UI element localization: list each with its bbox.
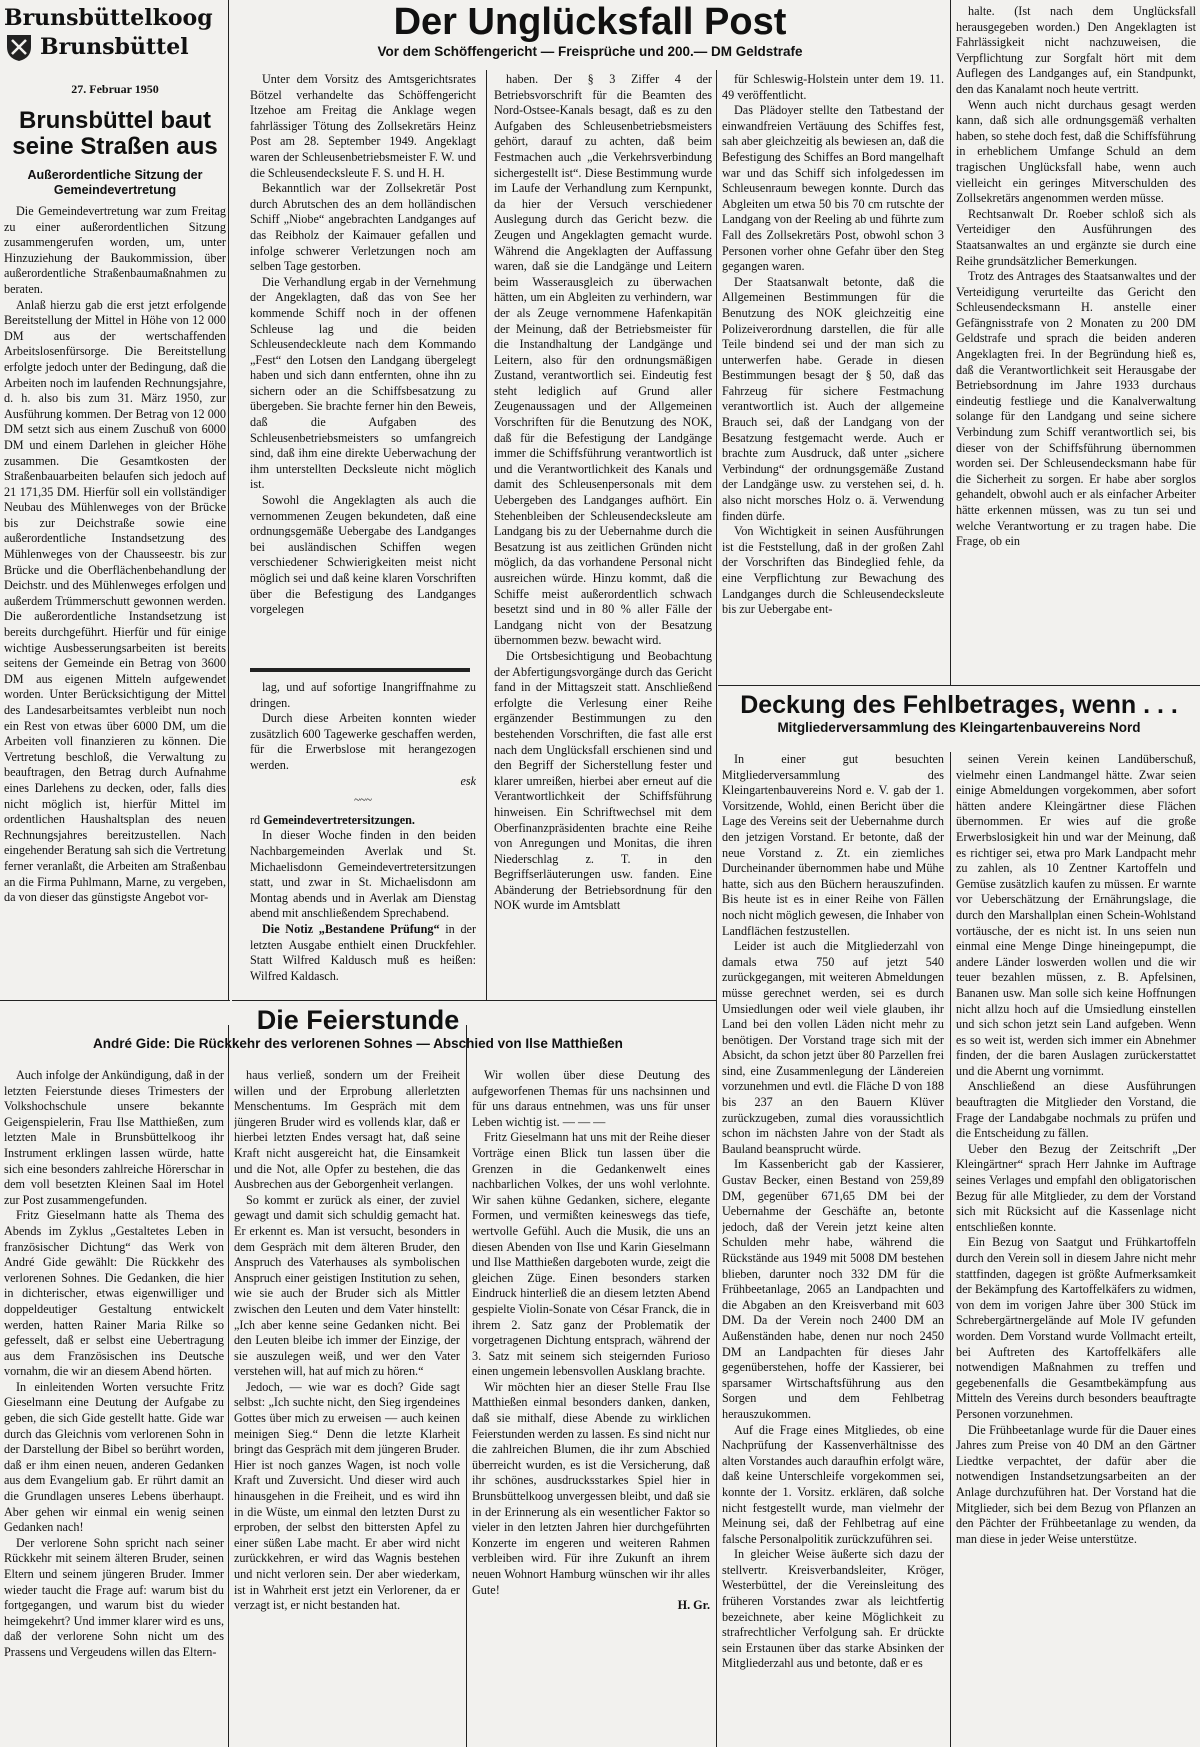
paragraph: Sowohl die Angeklagten als auch die vernommenen Zeugen bekundeten, daß eine ordnungsgemäße Uebergabe des Landganges bei ausländischen Schiffen wegen verschiedener Schwierigkeiten meist nicht möglich sei und daß keine klaren Vorschriften über die Befestigung des Landganges vorgelegen — [250, 493, 476, 617]
headline: Die Feierstunde — [256, 1005, 460, 1035]
paragraph: In gleicher Weise äußerte sich dazu der stellvertr. Kreisverbandsleiter, Kröger, Westerbüttel, der die Vereinsleitung des früheren Vorstandes zwar als leichtfertig bezeichnete, aber keine Möglichkeit zu strafrechtlicher Verfolgung sah. Er drückte sein Erstaunen über das starke Absinken der Mitgliederzahl aus und betonte, daß er es — [722, 1547, 944, 1671]
paragraph: Im Kassenbericht gab der Kassierer, Gustav Becker, einen Bestand von 259,89 DM, gegenüber 671,65 DM bei der Uebernahme der Geschäfte an, betonte jedoch, daß der Verein jetzt keine alten Schulden mehr habe, während die Rückstände aus 1949 mit 5008 DM bestehen blieben, darunter noch 332 DM für die Frühbeetanlage, 2065 an Landpachten und die Abgaben an den Kreisverband mit 603 DM. Da der Verein noch 2400 DM an Außenständen habe, denen nur noch 2450 DM an Landpachten für dieses Jahr gegenüberstehen, hoffe der Kassierer, bei sparsamer Wirtschaftsführung aus den Sorgen und dem Fehlbetrag herauszukommen. — [722, 1157, 944, 1421]
feier-column-2 — [234, 1068, 460, 1745]
section-rule — [232, 1000, 716, 1001]
column-rule — [228, 1025, 229, 1747]
post-column-3 — [722, 72, 944, 682]
paragraph: Durch diese Arbeiten konnten wieder zusätzlich 600 Tagewerke geschaffen werden, für die Erwerbslose mit herangezogen werden. — [250, 711, 476, 772]
paragraph: Fritz Gieselmann hat uns mit der Reihe dieser Vorträge einen Blick tun lassen über die Grenzen in die Gedankenwelt eines nachbarlichen Volkes, der uns wohl verlohnte. Wir sahen kühne Gedanken, sichere, elegante Formen, und vermißten keineswegs das tiefe, wertvolle Gefühl. Auch die Musik, die uns an diesen Abenden von Ilse und Karin Gieselmann und Ilse Matthießen dargeboten wurde, zeigt die gleichen Züge. Einen besonders starken Eindruck hinterließ die an diesem letzten Abend gespielte Violin-Sonate von César Franck, die in ihrem 2. Satz ganz der Problematik der vorgetragenen Dichtung entsprach, während der 3. Satz mit seinem sich steigernden Furioso einen ungemein lebensvollen Ausklang brachte. — [472, 1130, 710, 1379]
paragraph: halte. (Ist nach dem Unglücksfall herausgegeben worden.) Den Angeklagten ist Fahrlässigkeit nicht nachzuweisen, die Verpflichtung zur Sorgfalt hört mit dem Auflegen des Landganges auf, ein Standpunkt, den das Kanalamt noch heute vertritt. — [956, 4, 1196, 96]
separator-bar — [250, 668, 470, 672]
column-rule — [228, 0, 229, 1000]
masthead-town-2: Brunsbüttel — [40, 34, 189, 60]
paragraph: für Schleswig-Holstein unter dem 19. 11. 49 veröffentlicht. — [722, 72, 944, 102]
paragraph: Wir möchten hier an dieser Stelle Frau Ilse Matthießen einmal besonders danken, danken, daß sie mithalf, diese Abende zu wirklichen Feierstunden werden zu lassen. Es sind nicht nur die zahlreichen Blumen, die ihr zum Abschied überreicht wurden, es ist die Versicherung, daß ihr schönes, ausdrucksstarkes Spiel hier in Brunsbüttelkoog unvergessen bleibt, und daß sie in der Erinnerung als ein wesentlicher Faktor so vieler in den letzten Jahren hier durchgeführten Konzerte im engeren und weiteren Rahmen verbleiben wird. Für ihre Zukunft an ihrem neuen Wohnort Hamburg wünschen wir ihr alles Gute! — [472, 1379, 710, 1597]
column-rule — [716, 70, 717, 1747]
paragraph: Ein Bezug von Saatgut und Frühkartoffeln durch den Verein soll in diesem Jahre nicht mehr stattfinden, dagegen ist größte Aufmerksamkeit der Bekämpfung des Kartoffelkäfers zu widmen, von dem im vorigen Jahre über 300 Stück im Schrebergärtnergelände auf Mole IV gefunden worden. Dem Vorstand wurde Vollmacht erteilt, bei Auftreten des Kartoffelkäfers alle notwendigen Maßnahmen zu treffen und gegebenenfalls die Gesamtbekämpfung aus Mitteln des Vereins durch besonders beauftragte Personen vorzunehmen. — [956, 1235, 1196, 1421]
paragraph: Wir wollen über diese Deutung des aufgeworfenen Themas für uns nachsinnen und für uns daraus entnehmen, was uns für unser Leben wichtig ist. — — — — [472, 1068, 710, 1129]
author-sig: esk — [460, 773, 476, 788]
issue-date: 27. Februar 1950 — [71, 82, 159, 96]
paragraph: Die Frühbeetanlage wurde für die Dauer eines Jahres zum Preise von 40 DM an den Gärtner Liedtke verpachtet, der dafür aber die notwendigen Instandsetzungsarbeiten an der Anlage durchzuführen hat. Der Vorstand hat die Mitglieder, sich bei dem Bezug von Pflanzen an den Pächter der Frühbeetanlage zu wenden, da man diese in jeder Weise unterstütze. — [956, 1422, 1196, 1546]
deckung-header — [720, 690, 1198, 750]
paragraph: haben. Der § 3 Ziffer 4 der Betriebsvorschrift für die Beamten des Nord-Ostsee-Kanals besagt, daß es zu den Aufgaben des Schleusenbetriebsmeisters gehört, darauf zu achten, daß beim Festmachen auch „die Verkehrsverbindung sichergestellt ist“. Diese Bestimmung wurde im Laufe der Verhandlung zum Kernpunkt, da hier der Versuch verschiedener Auslegung durch das Gericht bezw. die Zeugen und Angeklagten gemacht wurde. Während die Angeklagten der Auffassung waren, daß sie die Landgänge und Leitern beim Wasserausgleich zu überwachen hätten, um ein Abgleiten zu verhindern, war der als Zeuge vernommene Hafenkapitän der Meinung, daß der Betriebsmeister für die Instandhaltung der Landgänge und Leitern, also für den ordnungsmäßigen Zustand, verantwortlich sei. Eindeutig fest steht lediglich auf Grund aller Zeugenaussagen und der Allgemeinen Vorschriften für die Benutzung des NOK, daß für die Befestigung der Landgänge immer die Schiffsführung verantwortlich ist und die Verantwortlichkeit des Kanals und damit des Schleusenpersonals mit dem Uebergeben des Landganges aufhört. Ein Stehenbleiben der Schleusendecksleute am Landgang bis zu der Uebernahme durch die Besatzung ist aus zeitlichen Gründen nicht möglich, da das vorhandene Personal nicht ausreichen würde. Hinzu kommt, daß die Schiffe meist außerordentlich schwach besetzt sind und in 80 % aller Fälle der Landgang nicht von der Besatzung übernommen bezw. bewacht wird. — [494, 72, 712, 648]
author-sig: H. Gr. — [677, 1598, 710, 1613]
paragraph: Wenn auch nicht durchaus gesagt werden kann, daß sich alle ordnungsgemäß verhalten haben, so stehe doch fest, daß die Schiffsführung in erheblichem Umfange Schuld an dem tragischen Unglücksfall habe, wenn auch vielleicht ein geringes Mitverschulden des Zollsekretärs angenommen werden müsse. — [956, 97, 1196, 206]
paragraph: lag, und auf sofortige Inangriffnahme zu dringen. — [250, 680, 476, 710]
post-header — [232, 0, 948, 68]
subhead: Vor dem Schöffengericht — Freisprüche und 200.— DM Geldstrafe — [377, 44, 803, 59]
subhead: André Gide: Die Rückkehr des verlorenen Sohnes — Abschied von Ilse Matthießen — [93, 1036, 623, 1051]
column-rule — [466, 1025, 467, 1747]
town-crest-icon — [4, 32, 34, 62]
headline: Der Unglücksfall Post — [393, 1, 787, 43]
paragraph: Anlaß hierzu gab die erst jetzt erfolgende Bereitstellung der Mittel in Höhe von 12 000 DM aus der wertschaffenden Arbeitslosenfürsorge. Die Bereitstellung erfolgte jedoch unter der Bedingung, daß die Arbeiten noch im laufenden Rechnungsjahre, d. h. also bis zum 31. März 1950, zur Ausführung kommen. Der Betrag von 12 000 DM setzt sich aus einem Zuschuß von 6000 DM und einem Darlehen in gleicher Höhe zusammen. Die Gesamtkosten der Straßenbauarbeiten belaufen sich jedoch auf 21 171,35 DM. Hierfür soll ein vollständiger Neubau des Mühlenweges von der Brücke bis zur Deichstraße sowie eine außerordentliche Instandsetzung des Mühlenweges von der Chausseestr. bis zur Brücke und die Oberflächenbehandlung der Deichstr. und des Mühlenweges erfolgen und außerdem Trümmerschutt gewonnen werden. Die außerordentliche Instandsetzung ist bereits durchgeführt. Hierfür und für einige wichtige Ausbesserungsarbeiten ist bereits seitens der Gemeinde ein Betrag von 3600 DM aus eigenen Mitteln aufgewendet worden. Unter Berücksichtigung der Mittel des Landesarbeitsamtes verbleibt nun noch ein Rest von etwas über 6000 DM, um die Arbeiten voll finanzieren zu können. Die Vertretung beschloß, die Verwaltung zu beauftragen, den Betrag durch Aufnahme eines Darlehens zu decken, oder, falls dies nicht möglich ist, hierfür Mittel im ordentlichen Haushaltsplan des neuen Rechnungsjahres bereitzustellen. Nach eingehender Beratung sah sich die Vertretung ferner veranlaßt, die Arbeiten am Straßenbau an die Firma Puhlmann, Marne, zu vergeben, da von dieser das günstigste Angebot vor- — [4, 297, 226, 905]
paragraph: Die Gemeindevertretung war zum Freitag zu einer außerordentlichen Sitzung zusammengerufen worden, um, unter Hinzuziehung der Baukommission, über außerordentliche Straßenbaumaßnahmen zu beraten. — [4, 204, 226, 296]
section-rule — [0, 1000, 230, 1001]
post-column-1 — [250, 72, 476, 666]
feier-column-3 — [472, 1068, 710, 1745]
paragraph: Rechtsanwalt Dr. Roeber schloß sich als Verteidiger den Ausführungen des Staatsanwaltes an und ergänzte sie durch eine Reihe grundsätzlicher Bemerkungen. — [956, 206, 1196, 268]
column-rule — [950, 0, 951, 685]
deckung-column-2 — [956, 752, 1196, 1744]
paragraph: Auch infolge der Ankündigung, daß in der letzten Feierstunde dieses Trimesters der Volkshochschule unsere bekannte Geigenspielerin, Frau Ilse Matthießen, zum letzten Male in Brunsbüttelkoog ihr Instrument erklingen lassen würde, hatte sich eine besonders zahlreiche Hörerschar in dem voll besetzten Kleinen Saal im Hotel zur Post zusammengefunden. — [4, 1068, 224, 1207]
feier-column-1 — [4, 1068, 224, 1745]
paragraph: Bekanntlich war der Zollsekretär Post durch Abrutschen des an dem holländischen Schiff „Niobe“ angebrachten Landganges auf das Reibholz der Kaimauer gefallen und infolge schwerer Verletzungen noch am selben Tage gestorben. — [250, 181, 476, 274]
paragraph: Der Staatsanwalt betonte, daß die Allgemeinen Bestimmungen für die Benutzung des NOK gleichzeitig eine Polizeiverordnung darstellen, die für alle Teile bindend sei und der man sich zu unterwerfen habe. Gerade in diesen Bestimmungen besagt der § 50, daß das Fahrzeug für sichere Festmachung verantwortlich ist. Auch der allgemeine Brauch sei, daß der Landgang von der Besatzung festgemacht werde. Auch er brachte zum Ausdruck, daß unter „sichere Verbindung“ der ordnungsgemäße Zustand der Landgänge usw. zu verstehen sei, d. h. also nicht morsches Holz o. ä. Verwendung finden dürfe. — [722, 274, 944, 523]
paragraph: Die Ortsbesichtigung und Beobachtung der Abfertigungsvorgänge durch das Gericht fand in der Mittagszeit statt. Anschließend erfolgte die Verlesung einer Reihe ergänzender Bestimmungen zu den bestehenden Vorschriften, die fast alle erst nach dem Unglücksfall erschienen sind und den Begriff der Sicherstellung fester und klarer umreißen, hierbei aber erneut auf die Verantwortlichkeit der Schiffsführung hinweisen. Ein Schriftwechsel mit dem Oberfinanzpräsidenten brachte eine Reihe von Anregungen und Monitas, die ihren Niederschlag z. T. in den Begriffserläuterungen usw. fanden. Eine Abänderung der Betriebsordnung für den NOK wurde im Amtsblatt — [494, 648, 712, 913]
paragraph: Das Plädoyer stellte den Tatbestand der einwandfreien Vertäuung des Schiffes fest, sah aber gleichzeitig als bewiesen an, daß die Befestigung des Schiffes an Bord mangelhaft war und das Schiff sich infolgedessen im Schleusenraum bewegen konnte. Durch das Abgleiten um etwa 50 bis 70 cm rutschte der Landgang von der Reeling ab und führte zum Fall des Zollsekretärs Post, obwohl schon 3 Personen vorher ohne Gefahr über den Steg gegangen waren. — [722, 103, 944, 274]
paragraph: Die Verhandlung ergab in der Vernehmung der Angeklagten, daß das von See her kommende Schiff noch in der offenen Schleuse lag und die beiden Schleusendeckleute nach dem Kommando „Fest“ den Lotsen den Landgang übergelegt haben und sich dann entfernten, ohne ihn zu sichern oder an die Schiffsbesatzung zu übergeben. Sie brachte ferner hin den Beweis, daß die Aufgaben des Schleusenbetriebsmeisters so umfangreich sind, daß ihm eine direkte Ueberwachung der ihm unterstellten Decksleute nicht möglich ist. — [250, 274, 476, 492]
paragraph: In dieser Woche finden in den beiden Nachbargemeinden Averlak und St. Michaelisdonn Gemeindevertretersitzungen statt, und zwar in St. Michaelisdonn am Montag abends und in Averlak am Dienstag abend mit anschließendem Sprechabend. — [250, 828, 476, 921]
paragraph: Fritz Gieselmann hatte als Thema des Abends im Zyklus „Gestaltetes Leben in französischer Dichtung“ das Werk von André Gide gewählt: Die Rückkehr des verlorenen Sohnes. Die Gedanken, die hier in dichterischer, etwas eigenwilliger und doppeldeutiger Gestaltung entwickelt werden, hatten Rainer Maria Rilke so gefesselt, daß er selbst eine Uebertragung aus dem Französischen ins Deutsche vornahm, die wir an diesem Abend hörten. — [4, 1208, 224, 1379]
paragraph: In einleitenden Worten versuchte Fritz Gieselmann eine Deutung der Aufgabe zu geben, die sich Gide gestellt hatte. Gide war durch das Gleichnis vom verlorenen Sohn in der Darstellung der Bibel so berührt worden, daß er ihm einen neuen, anderen Gedanken aus dem Evangelium gab. Er rührt damit an die Grundlagen unseres Lebens überhaupt. Aber gehen wir einmal ein wenig seinen Gedanken nach! — [4, 1379, 224, 1535]
masthead — [4, 4, 226, 104]
post-column-4 — [956, 4, 1196, 682]
paragraph: seinen Verein keinen Landüberschuß, vielmehr einen Landmangel hätte. Zwar seien einige Abmeldungen vorgekommen, aber sofort hätten andere Kleingärtner diese Flächen übernommen. Er wies auf die große Erwerbslosigkeit hin und war der Meinung, daß es richtiger sei, etwa pro Mark Landpacht mehr zu zahlen, als 10 Zentner Kartoffeln und Gemüse zusätzlich kaufen zu müssen. Er warnte vor Ueberschätzung der Ernährungslage, die durch den Marshallplan einen Schein-Wohlstand vortäusche, der es nicht ist. In uns seien nun einmal eine Menge Dinge hineingepumpt, die andere Länder loswerden wollen und die wir teuer bezahlen müssen, z. B. Apfelsinen, Bananen usw. Man solle sich keine Hoffnungen nicht allzu hoch auf die Umsiedlung einstellen und sich schon jetzt sein Land aufgeben. Wenn es so weit ist, werden sich immer ein Abnehmer finden, der die baren Auslagen zurückerstattet und die Abernt ung vornimmt. — [956, 752, 1196, 1078]
paragraph: Der verlorene Sohn spricht nach seiner Rückkehr mit seinem älteren Bruder, seinen Eltern und seinem jüngeren Bruder. Immer wieder taucht die Frage auf: warum bist du fortgegangen, und warum bist du wieder heimgekehrt? Und immer klarer wird es uns, daß der verlorene Sohn nicht um des Prassens und Vergeudens willen das Eltern- — [4, 1535, 224, 1659]
notice-text: in der letzten Ausgabe enthielt einen Druckfehler. Statt Wilfred Kaldusch muß es heißen: Wilfred Kaldasch. — [250, 921, 476, 983]
paragraph: Jedoch, — wie war es doch? Gide sagt selbst: „Ich suchte nicht, den Sieg irgendeines Gottes über mich zu erweisen — auch keinen meinigen Sieg.“ Denn die letzte Klarheit bringt das Gespräch mit dem jüngeren Bruder. Hier ist noch ganzes Wagen, ist noch volle Kraft und Zuversicht. Und dieser wird auch hinausgehen in die Freiheit, und es wird ihn in die Wüste, um einmal den letzten Durst zu erproben, der selbst den bittersten Apfel zu einer süßen Labe macht. Er aber wird nicht zurückkehren, er wird das Wagnis bestehen und nicht verloren sein. Der aber wiederkam, ist in Wahrheit erst jetzt ein Verlorener, da er verzagt ist, er nicht bestanden hat. — [234, 1379, 460, 1613]
headline: Brunsbüttel baut seine Straßen aus — [12, 108, 218, 160]
paragraph: Ueber den Bezug der Zeitschrift „Der Kleingärtner“ sprach Herr Jahnke im Auftrage seines Verlages und empfahl den obligatorischen Bezug für alle Mitglieder, zu dem der Vorstand sich mit Rücksicht auf die Kassenlage nicht entschließen konnte. — [956, 1141, 1196, 1234]
paragraph: Auf die Frage eines Mitgliedes, ob eine Nachprüfung der Kassenverhältnisse des alten Vorstandes auch daraufhin erfolgt wäre, daß keine Unterschleife vorgekommen sei, konnte der 1. Vorsitz. erklären, daß solche nicht festgestellt wurde, man vielmehr der Meinung sei, daß der Fehlbetrag auf eine falsche Personalpolitik zurückzuführen sei. — [722, 1422, 944, 1546]
notice-headline: Gemeindevertretersitzungen. — [263, 812, 415, 827]
headline: Deckung des Fehlbetrages, wenn . . . — [740, 691, 1178, 719]
notice-lead: rd — [250, 812, 261, 827]
post-column-2 — [494, 72, 712, 998]
subhead: Außerordentliche Sitzung der Gemeindevertretung — [27, 168, 203, 197]
paragraph: Trotz des Antrages des Staatsanwaltes und der Verteidigung verurteilte das Gericht den Schleusendecksmann H. anstelle einer Gefängnisstrafe von 2 Monaten zu 200 DM Geldstrafe und sprach die beiden anderen Angeklagten frei. In der Begründung hieß es, daß die Verantwortlichkeit seit Herausgabe der Betriebsordnung im Jahre 1933 durchaus eindeutig festliege und die Kanalverwaltung solange für den Landgang und seine sichere Verbindung zum Schiff verantwortlich sei, bis dieser von der Schiffsführung übernommen worden sei. Der Schleusendecksmann habe für die Sicherheit zu sorgen. Er habe aber sorglos gehandelt, obwohl auch er als einfacher Arbeiter hätte erkennen müssen, was zu tun sei und welche Verantwortung er zu tragen habe. Die Frage, ob ein — [956, 269, 1196, 549]
paragraph: So kommt er zurück als einer, der zuviel gewagt und damit sich schuldig gemacht hat. Er erkennt es. Man ist versucht, besonders in dem Gespräch mit dem älteren Bruder, den Anspruch des Vaterhauses als symbolischen Anspruch einer geistigen Institution zu sehen, wie sie auch der Bruder sich als Mittler zwischen den Leuten und dem Vater hinstellt: „Ich aber kenne seine Gedanken nicht. Bei den Leuten bleibe ich immer der Einzige, der sie auszulegen weiß, und wer den Vater verstehen will, hat auf mich zu hören.“ — [234, 1192, 460, 1379]
paragraph: haus verließ, sondern um der Freiheit willen und der Erprobung allerletzten Menschentums. Im Gespräch mit dem jüngeren Bruder wird es vollends klar, daß er hierbei letzten Endes versagt hat, daß seine Kraft nicht ausgereicht hat, die Einsamkeit und die Not, alle Opfer zu bestehen, die das Ausbrechen aus der Geborgenheit verlangen. — [234, 1068, 460, 1192]
paragraph: Unter dem Vorsitz des Amtsgerichtsrates Bötzel verhandelte das Schöffengericht Itzehoe am Freitag die Anklage wegen fahrlässiger Tötung des Zollsekretärs Heinz Post am 28. September 1949. Angeklagt waren der Schleusenbetriebsmeister F. W. und die Schleusendecksleute F. S. und H. H. — [250, 72, 476, 180]
paragraph: In einer gut besuchten Mitgliederversammlung des Kleingartenbauvereins Nord e. V. gab der 1. Vorsitzende, Wohld, einen Bericht über die Lage des Vereins seit der Uebernahme durch den jetzigen Vorstand. Er betonte, daß der neue Vorstand z. Zt. ein ziemliches Durcheinander übernommen habe und Mühe hatte, sich aus den Büchern herauszufinden. Bis heute ist es in einer Reihe von Fällen noch nicht möglich gewesen, die Inhaber von Landflächen festzustellen. — [722, 752, 944, 938]
notice-title: Die Notiz „Bestandene Prüfung“ — [262, 921, 440, 936]
masthead-town-1: Brunsbüttelkoog — [4, 5, 213, 31]
paragraph: Von Wichtigkeit in seinen Ausführungen ist die Feststellung, daß in der großen Zahl der Vorschriften das Bindeglied fehle, da eine Verpflichtung zur Bewachung des Landganges durch die Schleusendecksleute bis zur Uebergabe ent- — [722, 524, 944, 617]
column-rule — [950, 752, 951, 1747]
paragraph: Leider ist auch die Mitgliederzahl von damals etwa 750 auf jetzt 540 zurückgegangen, mit weiteren Abmeldungen müsse gerechnet werden, sei es durch Umsiedlungen oder weil viele glauben, ihr Land bei den vollen Läden nicht mehr zu benötigen. Der Vorstand trage sich mit der Absicht, da schon jetzt über 80 Parzellen frei sind, eine Zusammenlegung der Ländereien vorzunehmen und evtl. die Fläche D von 188 bis 237 an den Bauern Klüver zurückzugeben, zumal dies voraussichtlich schon im nächsten Jahre von der Stadt als Bauland beansprucht würde. — [722, 939, 944, 1156]
subhead: Mitgliederversammlung des Kleingartenbauvereins Nord — [777, 720, 1141, 735]
feier-header — [0, 1004, 716, 1064]
column-rule — [486, 70, 487, 1000]
strassen-continuation: lag, und auf sofortige Inangriffnahme zu dringen. Durch diese Arbeiten konnten wieder zusätzlich 600 Tagewerke geschaffen werden, für die Erwerbslose mit herangezogen werden. esk ~~~ rd Gemeindevertretersitzungen. In dieser Woche finden in den beiden Nachbargemeinden Averlak und St. Michaelisdonn Gemeindevertretersitzungen statt, und zwar in St. Michaelisdonn am Montag abends und in Averlak am Dienstag abend mit anschließendem Sprechabend. Die Notiz „Bestandene Prüfung“ in der letzten Ausgabe enthielt einen Druckfehler. Statt Wilfred Kaldusch muß es heißen: Wilfred Kaldasch. — [250, 680, 476, 983]
article-strassen — [4, 108, 226, 998]
section-rule — [718, 685, 1200, 686]
article-body — [4, 204, 226, 906]
paragraph: Anschließend an diese Ausführungen beauftragten die Mitglieder den Vorstand, die Frage der Landabgabe nochmals zu prüfen und die Entscheidung zu fällen. — [956, 1079, 1196, 1141]
deckung-column-1 — [722, 752, 944, 1744]
